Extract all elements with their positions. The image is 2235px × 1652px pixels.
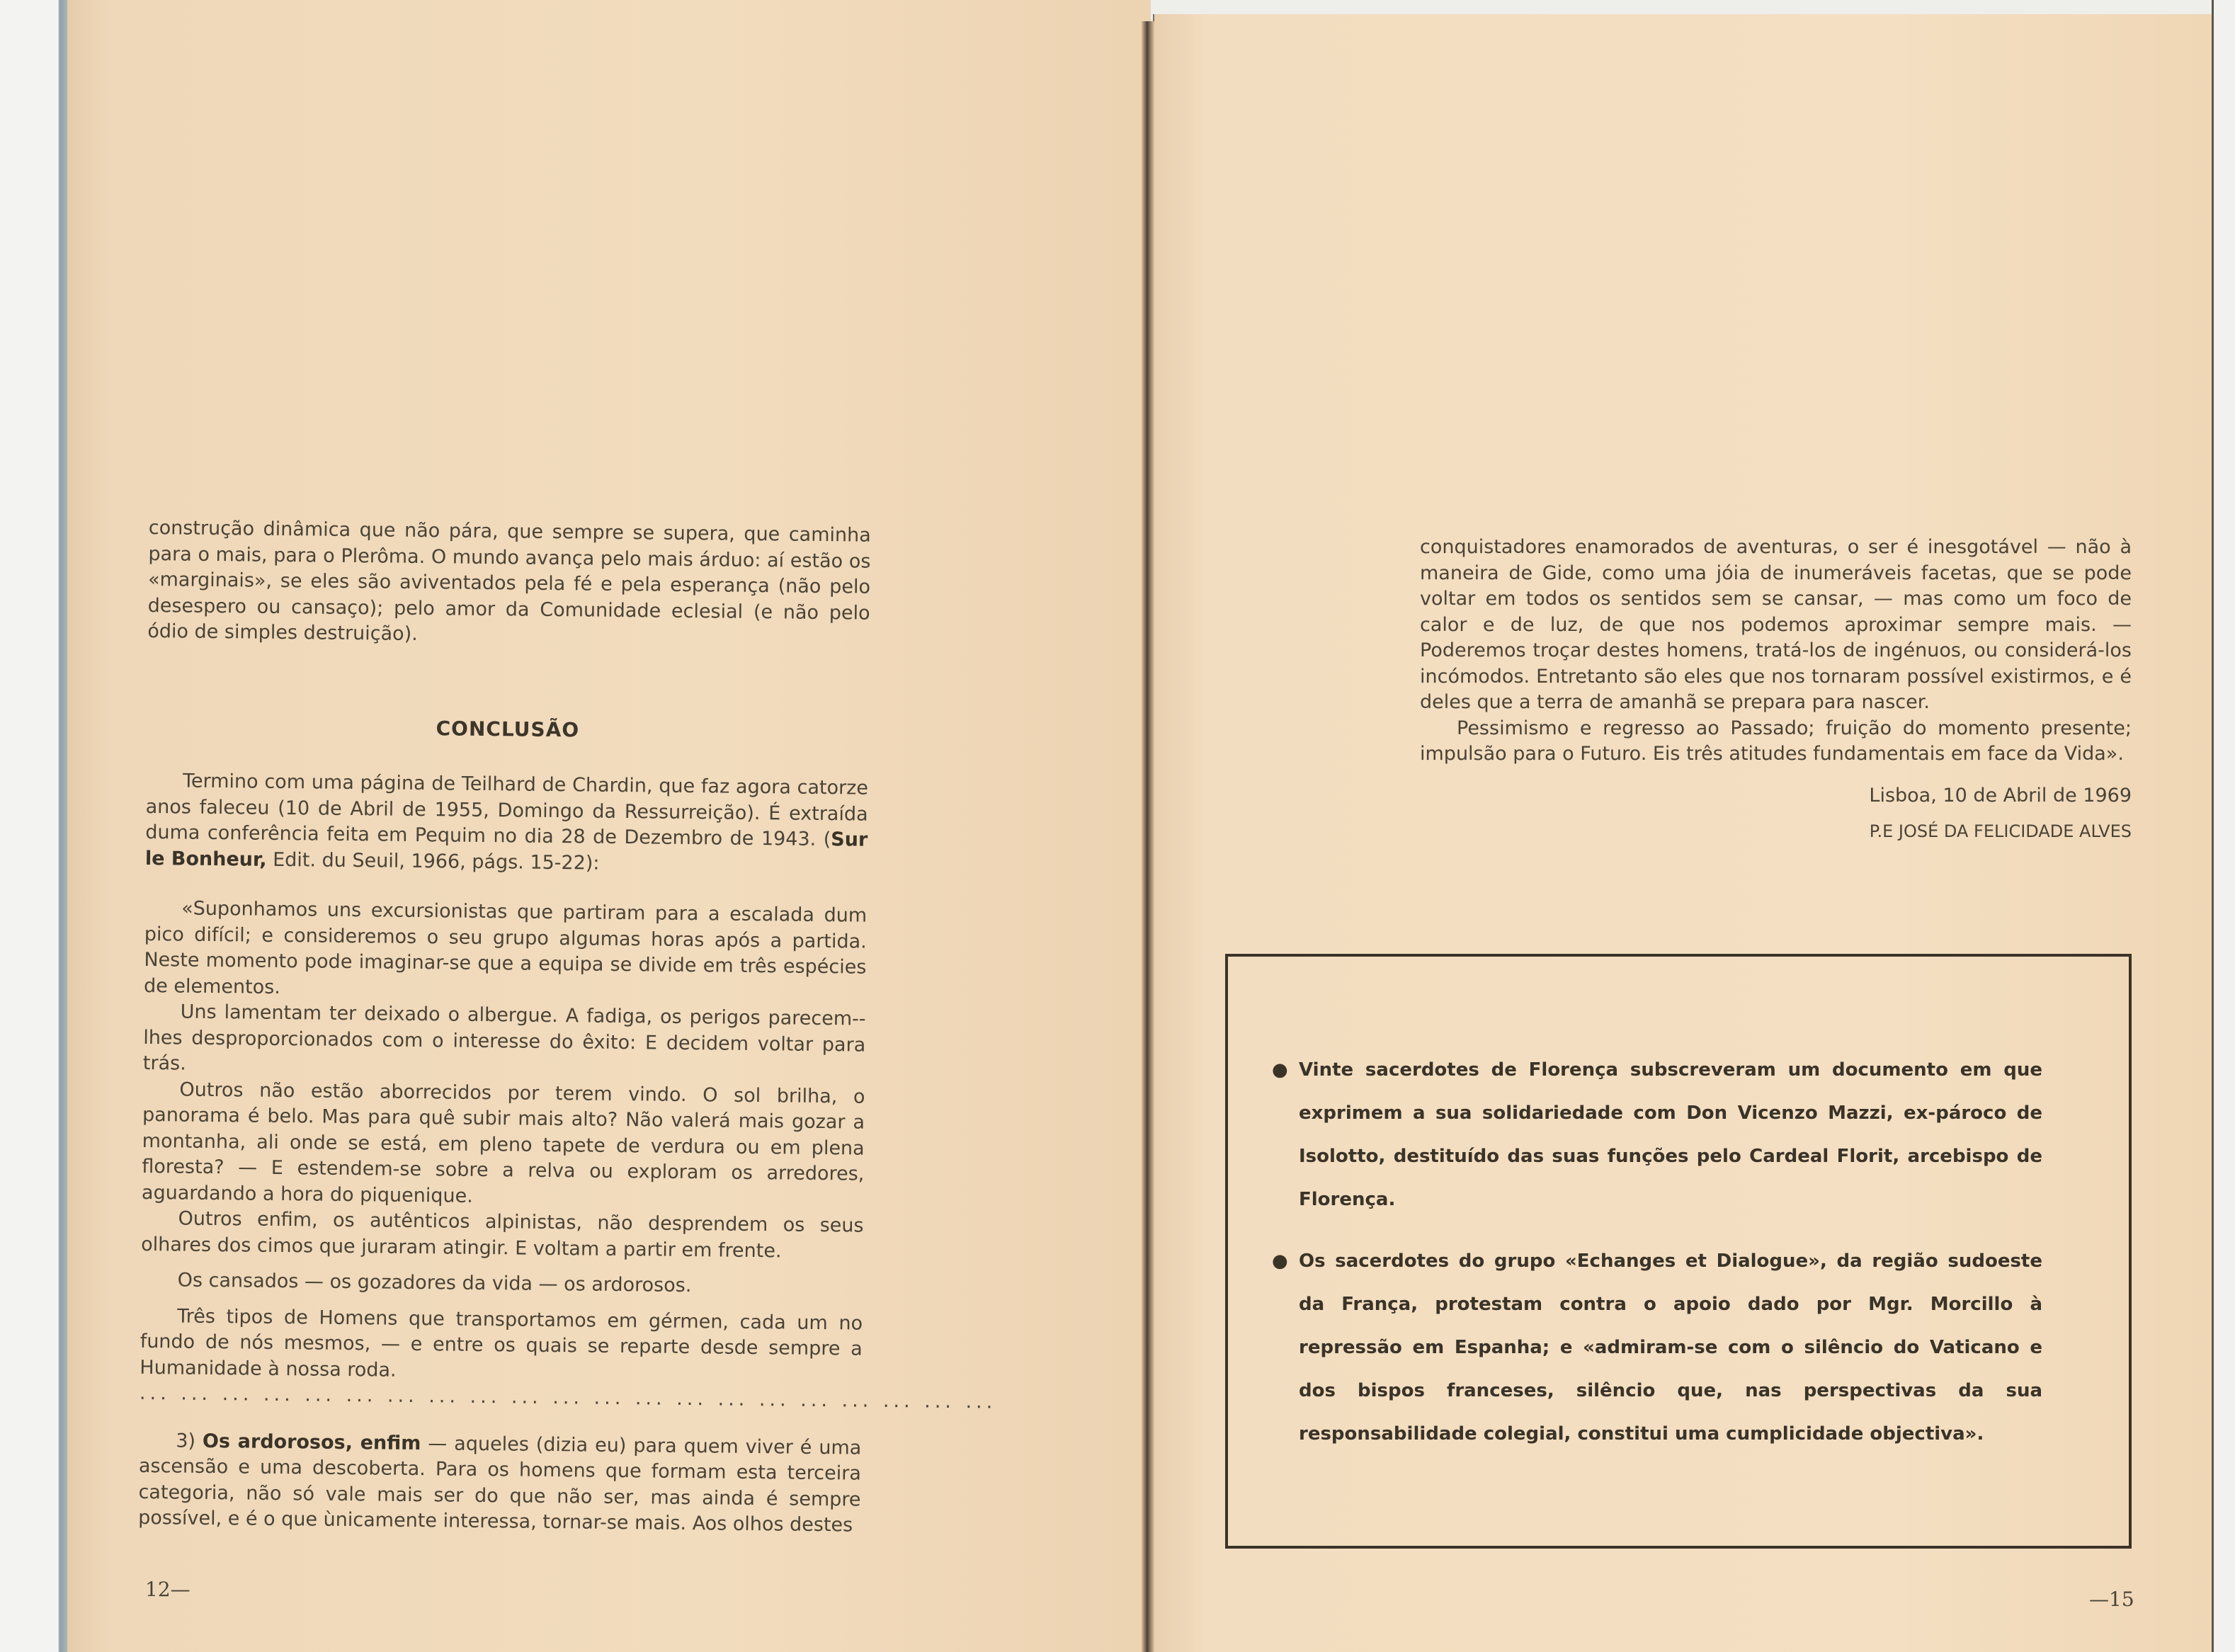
page-edge-left <box>0 0 67 1652</box>
notice-text: Vinte sacerdotes de Florença subscreveram um documento em que exprimem a sua solidariedade com Don Vicenzo Mazzi, ex-pároco de Isolotto, destituído das suas funções pelo Cardeal Florit, arcebispo de Florença. <box>1299 1059 2042 1210</box>
ellipsis-line: ... ... ... ... ... ... ... ... ... ... ... ... ... ... ... ... ... ... ... ... ... <box>139 1382 997 1413</box>
paragraph-tres-tipos: Três tipos de Homens que transportamos em gérmen, cada um no fundo de nós mesmos, — e entre os quais se reparte desde sempre a Humanidade à nossa roda. <box>140 1304 863 1382</box>
paragraph-uns: Uns lamentam ter deixado o albergue. A fadiga, os perigos parecem--lhes desproporcionados com o interesse do êxito: E decidem voltar para trás. <box>142 1001 866 1075</box>
section-heading: CONCLUSÃO <box>436 716 580 741</box>
bullet-icon: ● <box>1272 1251 1288 1272</box>
right-page-text <box>1420 535 2132 845</box>
paragraph-outros-enfim: Outros enfim, os autênticos alpinistas, não desprendem os seus olhares dos cimos que juraram atingir. E voltam a partir em frente. <box>141 1207 864 1262</box>
page-number-right: —15 <box>2089 1588 2134 1611</box>
book-gutter <box>1142 21 1154 1652</box>
notice-box <box>1225 954 2132 1549</box>
ardorosos-text: — aqueles (dizia eu) para quem viver é uma ascensão e uma descoberta. Para os homens que formam esta terceira categoria, não só vale mais ser do que não ser, mas ainda é sempre possível, e é o que ùnicamente interessa, tornar-se mais. Aos olhos destes <box>138 1432 862 1537</box>
date-line: Lisboa, 10 de Abril de 1969 <box>1869 784 2132 807</box>
page-edge-right <box>2212 0 2235 1652</box>
paragraph-ardorosos <box>138 1428 861 1539</box>
paragraph-intro: construção dinâmica que não pára, que sempre se supera, que caminha para o mais, para o Plerôma. O mundo avança pelo mais árduo: aí estão os «marginais», se eles são aviventados pela fé e pela esperança (não pelo desespero ou cansaço); pelo amor da Comunidade eclesial (e não pelo ódio de simples destruição). <box>147 516 871 645</box>
paragraph-termino <box>145 768 868 879</box>
ardorosos-bold: Os ardorosos, enfim <box>202 1430 421 1454</box>
paragraph-conquistadores: conquistadores enamorados de aventuras, o ser é inesgotável — não à maneira de Gide, como uma jóia de inumeráveis facetas, que se pode voltar em todos os sentidos sem se cansar, — mas como um foco de calor e de luz, de que nos podemos aproximar sempre mais. — Poderemos troçar destes homens, tratá-los de ingénuos, ou considerá-los incómodos. Entretanto são eles que nos tornaram possível existirmos, e é deles que a terra de amanhã se prepara para nascer. <box>1420 536 2132 713</box>
notice-text: Os sacerdotes do grupo «Echanges et Dialogue», da região sudoeste da França, protestam contra o apoio dado por Mgr. Morcillo à repressão em Espanha; e «admiram-se com o silêncio do Vaticano e dos bispos franceses, silêncio que, nas perspectivas da sua responsabilidade colegial, constitui uma cumplicidade objectiva». <box>1299 1251 2042 1445</box>
page-number-left: 12— <box>145 1578 190 1601</box>
item-number: 3) <box>176 1429 203 1452</box>
paragraph-outros: Outros não estão aborrecidos por terem vindo. O sol brilha, o panorama é belo. Mas para quê subir mais alto? Não valerá mais gozar a montanha, ali onde se está, em pleno tapete de verdura ou em plena floresta? — E estendem-se sobre a relva ou exploram os arredores, aguardando a hora do piquenique. <box>141 1078 865 1207</box>
signature: P.E JOSÉ DA FELICIDADE ALVES <box>1869 821 2132 841</box>
termino-end: Edit. du Seuil, 1966, págs. 15-22): <box>266 848 600 875</box>
book-title: Sur le Bonheur, <box>144 828 868 871</box>
bullet-icon: ● <box>1272 1059 1288 1081</box>
paragraph-cansados: Os cansados — os gozadores da vida — os ardorosos. <box>177 1269 692 1297</box>
termino-text: Termino com uma página de Teilhard de Chardin, que faz agora catorze anos faleceu (10 de Abril de 1955, Domingo da Ressurreição). É extraída duma conferência feita em Pequim no dia 28 de Dezembro de 1943. ( <box>145 770 869 851</box>
notice-item-franca <box>1272 1240 2042 1456</box>
paragraph-pessimismo: Pessimismo e regresso ao Passado; fruição do momento presente; impulsão para o Futuro. Eis três atitudes fundamentais em face da Vida». <box>1420 717 2132 765</box>
left-page-text <box>138 515 997 1539</box>
paragraph-suponhamos: «Suponhamos uns excursionistas que partiram para a escalada dum pico difícil; e consideremos o seu grupo algumas horas após a partida. Neste momento pode imaginar-se que a equipa se divide em três espécies de elementos. <box>143 897 868 998</box>
notice-item-florenca <box>1272 1049 2042 1221</box>
